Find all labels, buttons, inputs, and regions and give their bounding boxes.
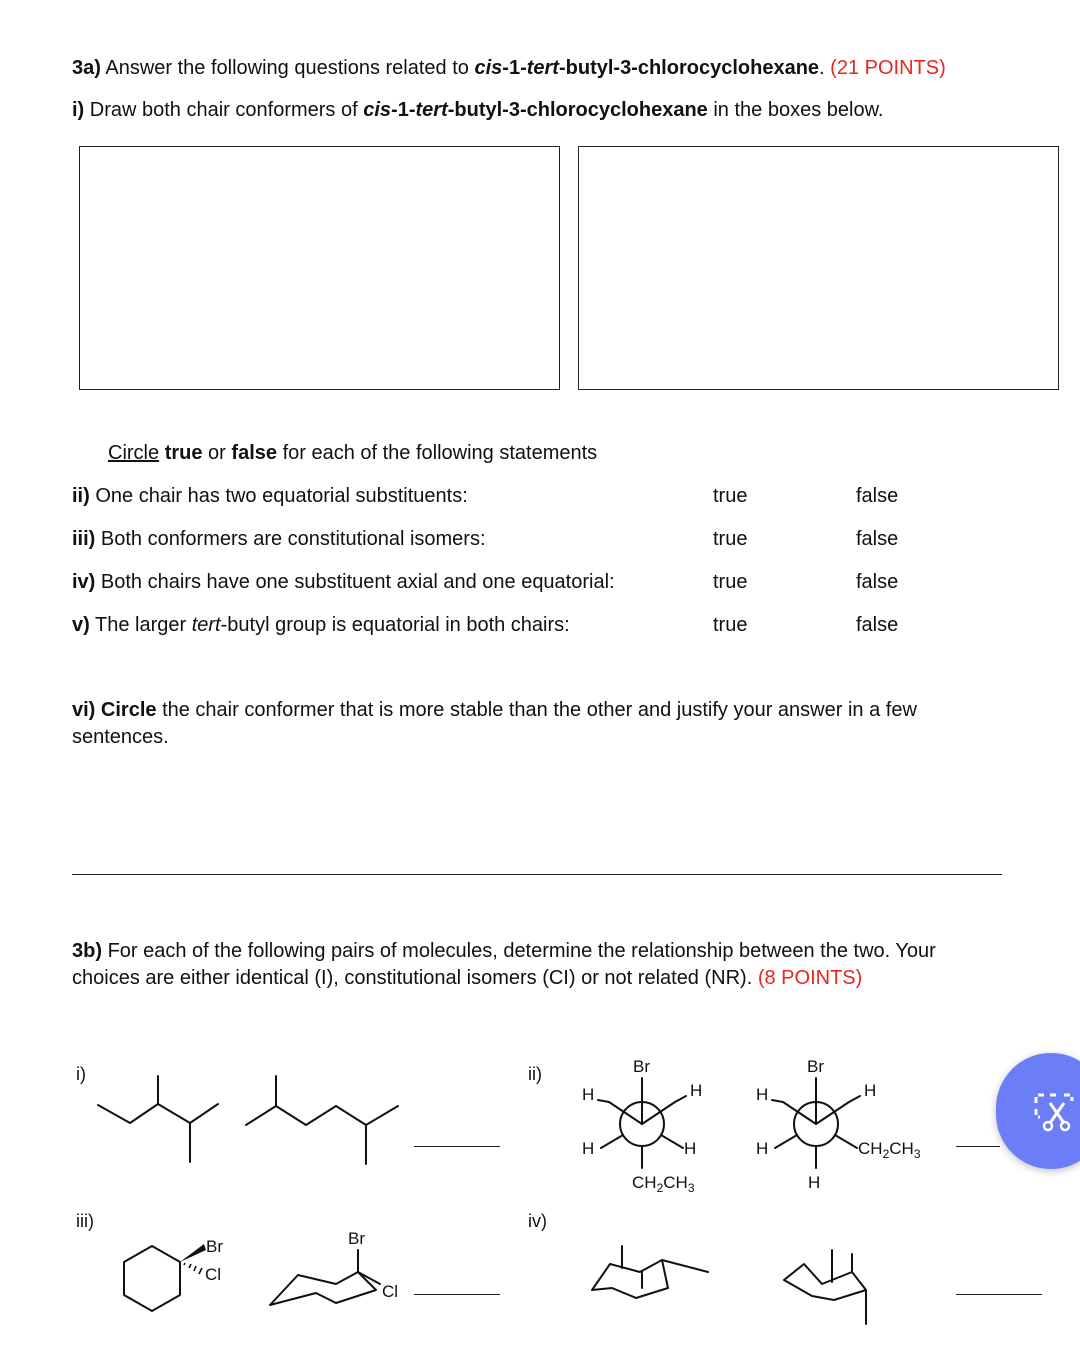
screenshot-fab[interactable] (996, 1053, 1080, 1169)
statement-iii-false[interactable]: false (856, 528, 899, 550)
pair-i-answer-line[interactable] (414, 1146, 500, 1147)
q3a-label: 3a) (72, 57, 101, 79)
pair-iv-chair-b (784, 1264, 866, 1300)
qvi-line2: sentences. (72, 726, 169, 748)
qi-heading (72, 98, 883, 122)
q3b-points: (8 POINTS) (757, 967, 863, 989)
qvi-answer-line[interactable] (72, 874, 1002, 875)
newman2-left-h: H (756, 1085, 769, 1104)
pair-iii-hash-bond (184, 1263, 202, 1274)
qi-text: Draw both chair conformers of (89, 99, 358, 121)
screenshot-cut-icon (1032, 1089, 1076, 1133)
circle-instructions: Circle true or false for each of the following statements (108, 442, 598, 464)
pair-i-molecule-a (98, 1104, 218, 1123)
pair-iii-cl-2: Cl (382, 1282, 399, 1301)
pair-iii-br-2: Br (348, 1229, 365, 1248)
q3a-compound: cis-1-tert-butyl-3-chlorocyclohexane (474, 57, 820, 79)
pair-iii-answer-line[interactable] (414, 1294, 500, 1295)
q3a-heading: 3a) Answer the following questions related to cis-1-tert-butyl-3-chlorocyclohexane. (21 POINTS) (72, 57, 946, 79)
newman-projection-1 (598, 1078, 686, 1168)
answer-box-chair-1[interactable] (79, 146, 560, 390)
q3a-points: (21 POINTS) (830, 57, 946, 79)
pair-i-molecule-b (246, 1106, 398, 1125)
statement-ii-false[interactable]: false (856, 485, 899, 507)
statement-v-true[interactable]: true (713, 614, 748, 636)
answer-box-chair-2[interactable] (578, 146, 1059, 390)
pair-ii-answer-line[interactable] (956, 1146, 1000, 1147)
pair-iii-wedge-bond (180, 1244, 206, 1262)
q3b-line1: 3b) For each of the following pairs of molecules, determine the relationship between the two. Your (72, 940, 936, 962)
newman1-lower-left-h: H (582, 1139, 595, 1158)
pair-i-label: i) (76, 1064, 86, 1084)
qi-label: i) (72, 99, 85, 121)
pair-iv-label: iv) (528, 1211, 547, 1231)
q3a-text: Answer the following questions related to (105, 57, 469, 79)
statement-v: v) The larger tert-butyl group is equatorial in both chairs: (72, 614, 570, 636)
newman1-left-h: H (582, 1085, 595, 1104)
newman1-right-h: H (690, 1081, 703, 1100)
newman2-lower-left-h: H (756, 1139, 769, 1158)
pair-iv-answer-line[interactable] (956, 1294, 1042, 1295)
newman1-top-br: Br (633, 1057, 650, 1076)
circle-word: Circle (108, 442, 160, 464)
statement-ii-true[interactable]: true (713, 485, 748, 507)
statement-v-false[interactable]: false (856, 614, 899, 636)
qvi-line1: vi) Circle the chair conformer that is more stable than the other and justify your answer in a few (72, 699, 917, 721)
newman-projection-2 (772, 1078, 860, 1168)
statement-iii: iii) Both conformers are constitutional isomers: (72, 528, 486, 550)
false-word: false (231, 442, 277, 464)
pair-ii-label: ii) (528, 1064, 542, 1084)
newman2-bottom-h: H (808, 1173, 821, 1192)
newman1-lower-right-h: H (684, 1139, 697, 1158)
qi-compound: cis-1-tert-butyl-3-chlorocyclohexane (363, 99, 708, 121)
newman1-bottom-ethyl: $CH_2CH_3$ (632, 1173, 695, 1195)
statement-iii-true[interactable]: true (713, 528, 748, 550)
newman2-right-h: H (864, 1081, 877, 1100)
statement-ii: ii) One chair has two equatorial substituents: (72, 485, 468, 507)
statement-iv-false[interactable]: false (856, 571, 899, 593)
pair-iv-chair-a (592, 1260, 668, 1298)
pair-iii-br-1: Br (206, 1237, 223, 1256)
newman2-top-br: Br (807, 1057, 824, 1076)
pair-iii-label: iii) (76, 1211, 94, 1231)
q3b-line2: choices are either identical (I), constitutional isomers (CI) or not related (NR). (8 POINTS) (72, 967, 863, 989)
true-word: true (164, 442, 203, 464)
pair-iii-chair (270, 1272, 376, 1305)
statement-iv: iv) Both chairs have one substituent axial and one equatorial: (72, 571, 615, 593)
pair-iii-cl-1: Cl (205, 1265, 222, 1284)
newman2-right-ethyl: $CH_2CH_3$ (858, 1139, 921, 1161)
qi-text-after: in the boxes below. (713, 99, 884, 121)
pair-iii-cyclohexane (124, 1246, 180, 1311)
statement-iv-true[interactable]: true (713, 571, 748, 593)
